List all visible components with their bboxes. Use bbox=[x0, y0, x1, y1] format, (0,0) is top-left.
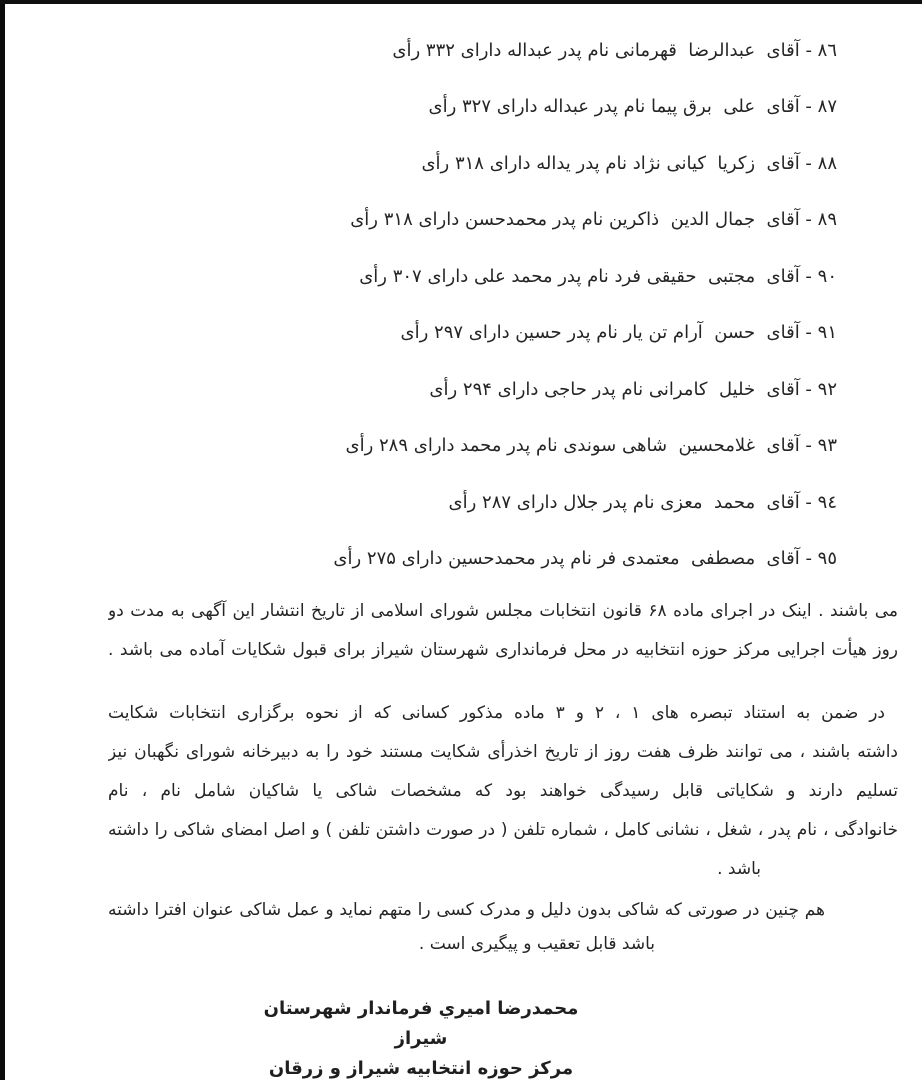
notice-paragraph-guardian-council bbox=[108, 694, 898, 889]
candidate-row: ٨٩ - آقای جمال الدین ذاکرین نام پدر محمدحسن دارای ۳۱۸ رأی bbox=[350, 209, 837, 231]
candidate-row: ٨٨ - آقای زکریا کیانی نژاد نام پدر یداله دارای ۳۱۸ رأی bbox=[421, 152, 837, 174]
notice-paragraph-defamation bbox=[108, 893, 898, 961]
candidate-row: ٨٦ - آقای عبدالرضا قهرمانی نام پدر عبداله دارای ۳۳۲ رأی bbox=[392, 39, 837, 61]
paragraph-line: تسلیم دارند و شکایاتی قابل رسیدگی خواهند بود که مشخصات شاکی یا شاکیان شامل نام ، نام bbox=[108, 781, 898, 801]
candidate-row: ٩٥ - آقای مصطفی معتمدی فر نام پدر محمدحسین دارای ۲۷۵ رأی bbox=[333, 548, 837, 570]
paragraph-line: می باشند . اینک در اجرای ماده ۶۸ قانون انتخابات مجلس شورای اسلامی از تاریخ انتشار این آگهی به مدت دو bbox=[108, 601, 898, 621]
signature-block bbox=[262, 994, 580, 1084]
paragraph-line: در ضمن به استناد تبصره های ۱ ، ۲ و ۳ ماده مذکور کسانی که از نحوه برگزاری انتخابات شکایت bbox=[108, 703, 885, 723]
paragraph-line: داشته باشند ، می توانند ظرف هفت روز از تاریخ اخذرأی شکایت مستند خود را به دبیرخانه شورای نگهبان نیز bbox=[108, 742, 898, 762]
scan-edge-left bbox=[0, 0, 5, 1080]
paragraph-line: باشد قابل تعقیب و پیگیری است . bbox=[418, 934, 655, 954]
notice-paragraph-complaints bbox=[108, 592, 898, 670]
paragraph-line: خانوادگی ، نام پدر ، شغل ، نشانی کامل ، شماره تلفن ( در صورت داشتن تلفن ) و اصل امضای شاکی را داشته bbox=[108, 820, 898, 840]
scan-edge-top bbox=[0, 0, 922, 4]
candidate-row: ٩٠ - آقای مجتبی حقیقی فرد نام پدر محمد علی دارای ۳۰۷ رأی bbox=[359, 265, 837, 287]
paragraph-line: باشد . bbox=[717, 859, 761, 879]
candidate-row: ٩٣ - آقای غلامحسین شاهی سوندی نام پدر محمد دارای ۲۸۹ رأی bbox=[345, 435, 837, 457]
paragraph-line: هم چنین در صورتی که شاکی بدون دلیل و مدرک کسی را متهم نماید و عمل شاکی عنوان افترا داشته bbox=[108, 900, 825, 920]
paragraph-line: روز هیأت اجرایی مرکز حوزه انتخابیه در محل فرمانداری شهرستان شیراز برای قبول شکایات آماده می باشد . bbox=[108, 640, 898, 660]
candidate-row: ٩٤ - آقای محمد معزی نام پدر جلال دارای ۲۸۷ رأی bbox=[448, 491, 837, 513]
signature-name: محمدرضا امیري فرماندار شهرستان شیراز bbox=[263, 998, 579, 1049]
candidate-row: ٩١ - آقای حسن آرام تن یار نام پدر حسین دارای ۲۹۷ رأی bbox=[400, 322, 837, 344]
candidate-row: ٨٧ - آقای علی برق پیما نام پدر عبداله دارای ۳۲۷ رأی bbox=[428, 96, 837, 118]
candidate-list bbox=[60, 22, 837, 587]
candidate-row: ٩٢ - آقای خلیل کامرانی نام پدر حاجی دارای ۲۹۴ رأی bbox=[429, 378, 837, 400]
signature-office: مرکز حوزه انتخابیه شیراز و زرقان bbox=[268, 1058, 574, 1079]
